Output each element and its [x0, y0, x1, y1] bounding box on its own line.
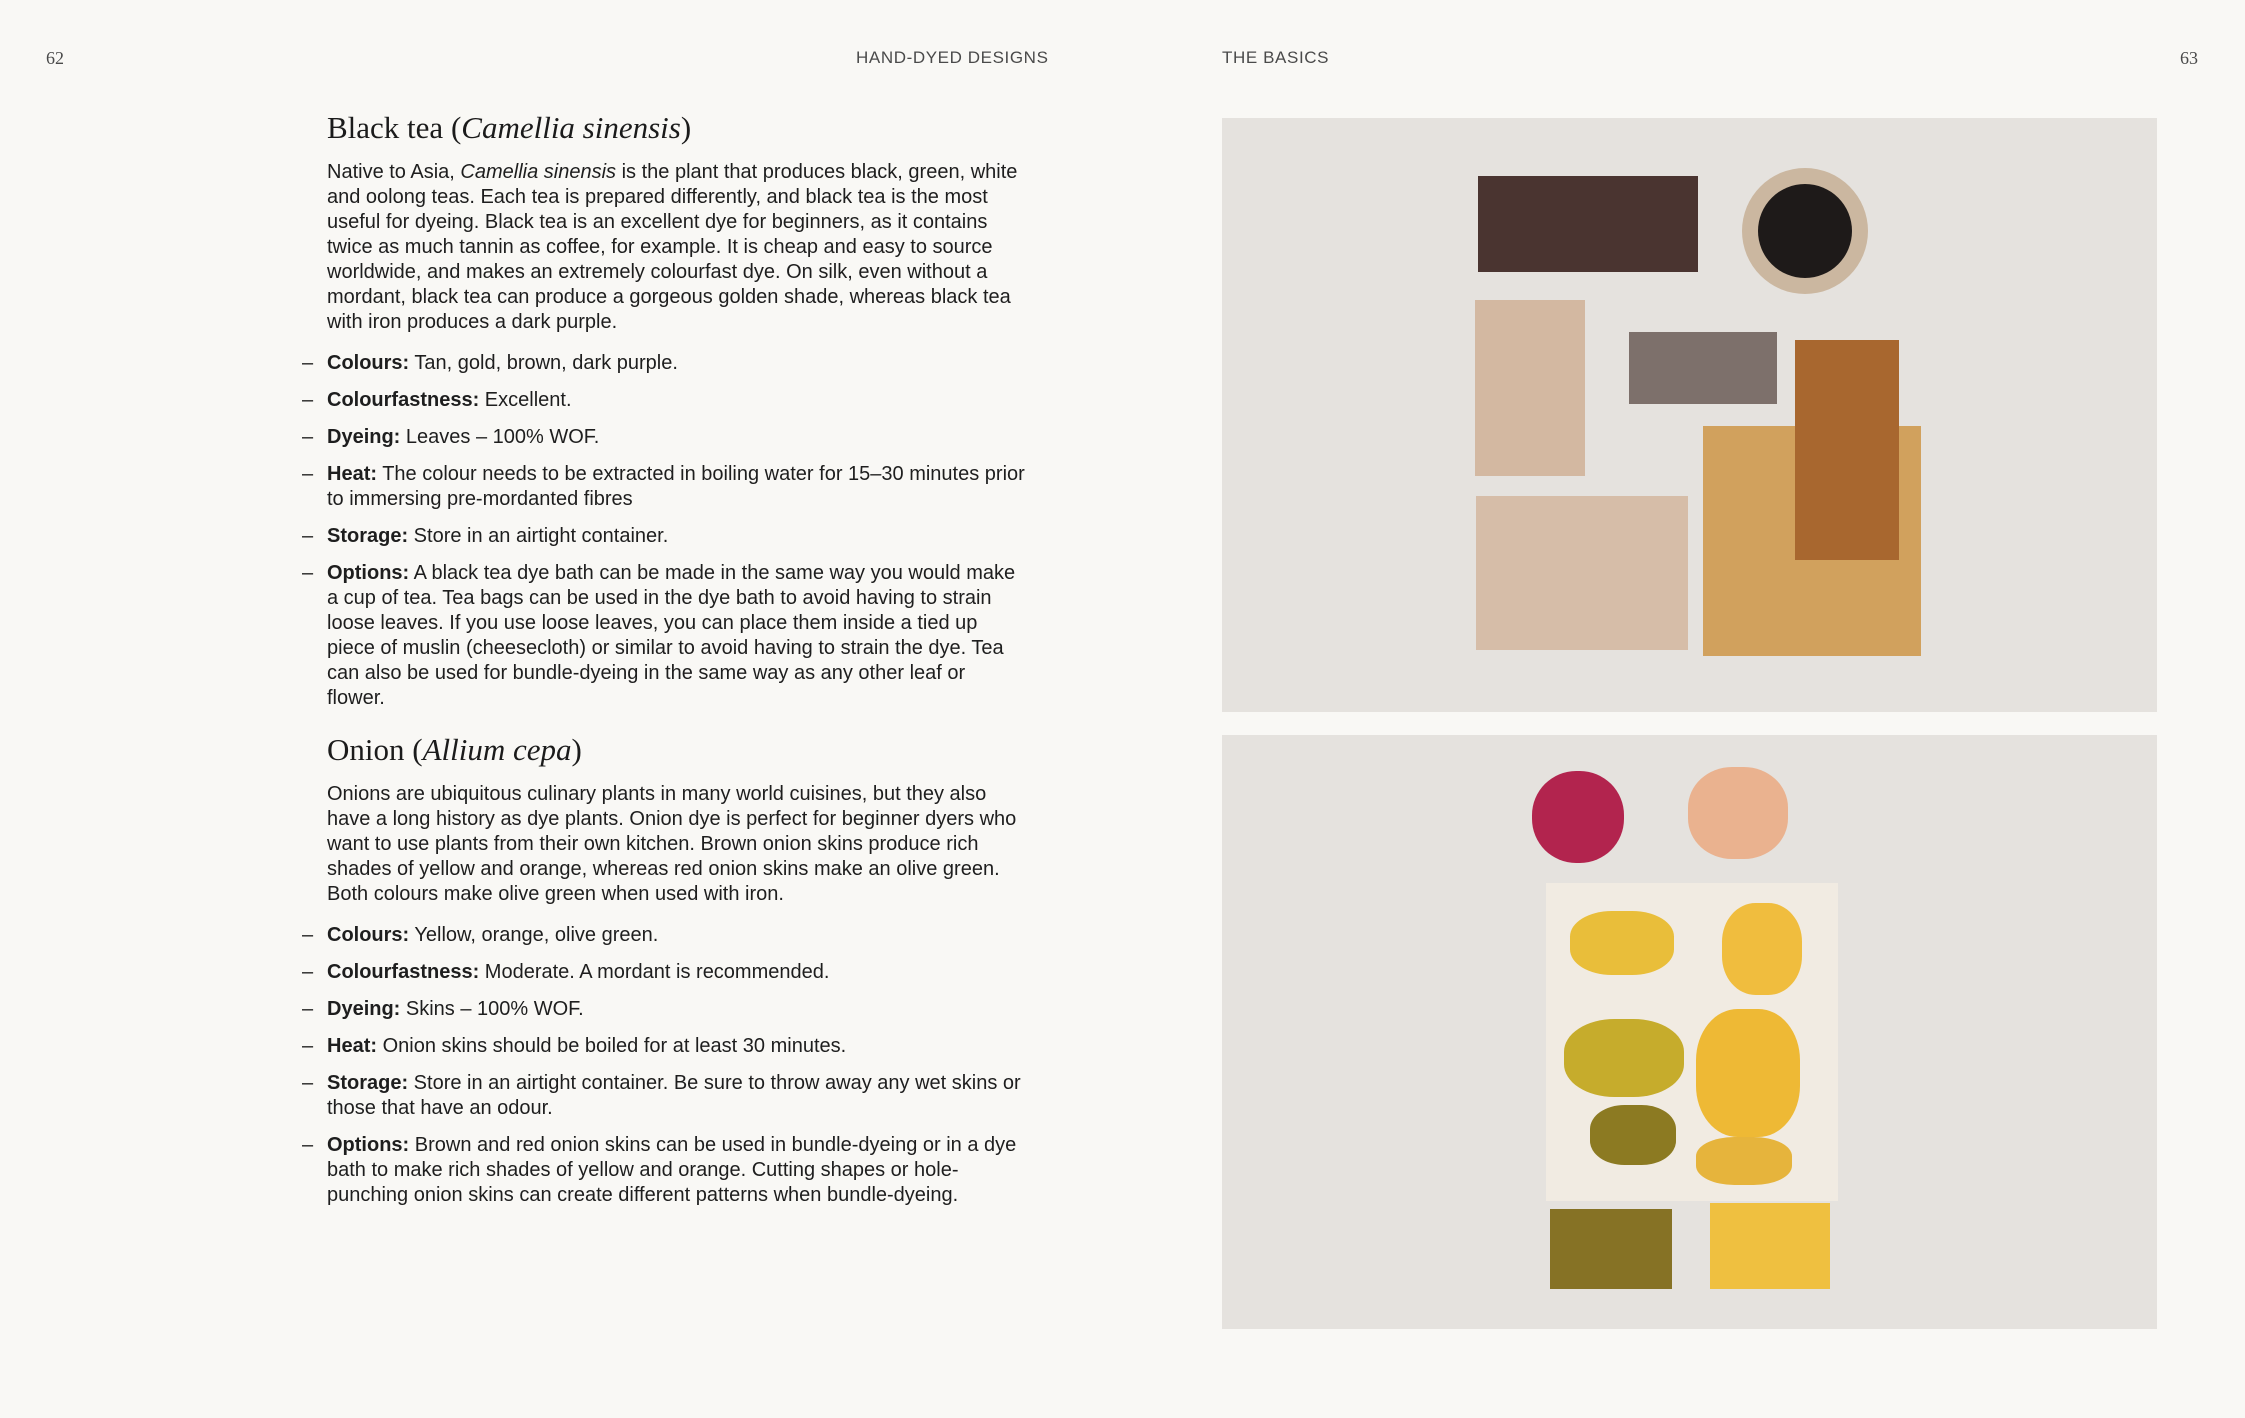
onion-print — [1696, 1137, 1792, 1185]
black-tea-section — [300, 110, 1040, 723]
yellow-swatch — [1710, 1203, 1830, 1289]
list-item: – Colourfastness: Excellent. — [302, 389, 572, 411]
onion-intro: Onions are ubiquitous culinary plants in many world cuisines, but they also have a long history as dye plants. Onion dye is perfect for beginner dyers who want to use plants from their own kitchen. Brown onion skins produce rich shades of yellow and orange, whereas red onion skins make an olive green. Both colours make olive green when used with iron. — [327, 783, 1017, 905]
onion-print — [1570, 911, 1674, 975]
brown-swatch — [1795, 340, 1899, 560]
black-tea-intro: Native to Asia, Camellia sinensis is the plant that produces black, green, white and oolong teas. Each tea is prepared differently, and black tea is the most useful for dyeing. Black tea is an excellent dye for beginners, as it contains twice as much tannin as coffee, for example. It is cheap and easy to source worldwide, and makes an extremely colourfast dye. On silk, even without a mordant, black tea can produce a gorgeous golden shade, whereas black tea with iron produces a dark purple. — [327, 161, 1018, 333]
dark-purple-swatch — [1478, 176, 1698, 272]
onion-heading: Onion (Allium cepa) — [327, 732, 582, 767]
onion-list — [300, 923, 1040, 1208]
list-item: – Colourfastness: Moderate. A mordant is recommended. — [302, 961, 830, 983]
onion-print — [1696, 1009, 1800, 1137]
onion-print — [1722, 903, 1802, 995]
list-item: – Heat: Onion skins should be boiled for at least 30 minutes. — [302, 1035, 847, 1057]
bundle-dyed-cloth — [1546, 883, 1838, 1201]
red-onion-skins — [1532, 771, 1624, 863]
left-page-number: 62 — [46, 48, 64, 68]
list-item: – Options: Brown and red onion skins can be used in bundle-dyeing or in a dye bath to make rich shades of yellow and orange. Cutting shapes or hole-punching onion skins can create different patterns when bundle-dyeing. — [302, 1134, 1017, 1206]
right-running-title: THE BASICS — [1222, 48, 1330, 67]
onion-section — [300, 732, 1040, 1220]
list-item: – Storage: Store in an airtight container. Be sure to throw away any wet skins or those that have an odour. — [302, 1072, 1021, 1119]
onion-print — [1590, 1105, 1676, 1165]
left-running-title: HAND-DYED DESIGNS — [856, 48, 1049, 67]
onion-photo — [1222, 735, 2157, 1329]
olive-green-swatch — [1550, 1209, 1672, 1289]
list-item: – Colours: Tan, gold, brown, dark purple. — [302, 352, 678, 374]
tan-swatch — [1475, 300, 1585, 476]
black-tea-list — [300, 351, 1040, 711]
list-item: – Colours: Yellow, orange, olive green. — [302, 924, 659, 946]
onion-print — [1564, 1019, 1684, 1097]
list-item: – Dyeing: Leaves – 100% WOF. — [302, 426, 600, 448]
brown-onion-skins — [1688, 767, 1788, 859]
loose-tea-leaves — [1758, 184, 1852, 278]
tea-bowl — [1742, 168, 1868, 294]
grey-swatch — [1629, 332, 1777, 404]
tan-striped-swatch — [1476, 496, 1688, 650]
list-item: – Dyeing: Skins – 100% WOF. — [302, 998, 584, 1020]
black-tea-photo — [1222, 118, 2157, 712]
list-item: – Heat: The colour needs to be extracted in boiling water for 15–30 minutes prior to immersing pre-mordanted fibres — [302, 463, 1025, 510]
right-page-number: 63 — [2180, 48, 2198, 68]
list-item: – Storage: Store in an airtight container. — [302, 525, 669, 547]
list-item: – Options: A black tea dye bath can be made in the same way you would make a cup of tea. Tea bags can be used in the dye bath to avoid having to strain loose leaves. If you use loose leaves, you can place them inside a tied up piece of muslin (cheesecloth) or similar to avoid having to strain the dye. Tea can also be used for bundle-dyeing in the same way as any other leaf or flower. — [302, 562, 1016, 709]
black-tea-heading: Black tea (Camellia sinensis) — [327, 110, 692, 145]
